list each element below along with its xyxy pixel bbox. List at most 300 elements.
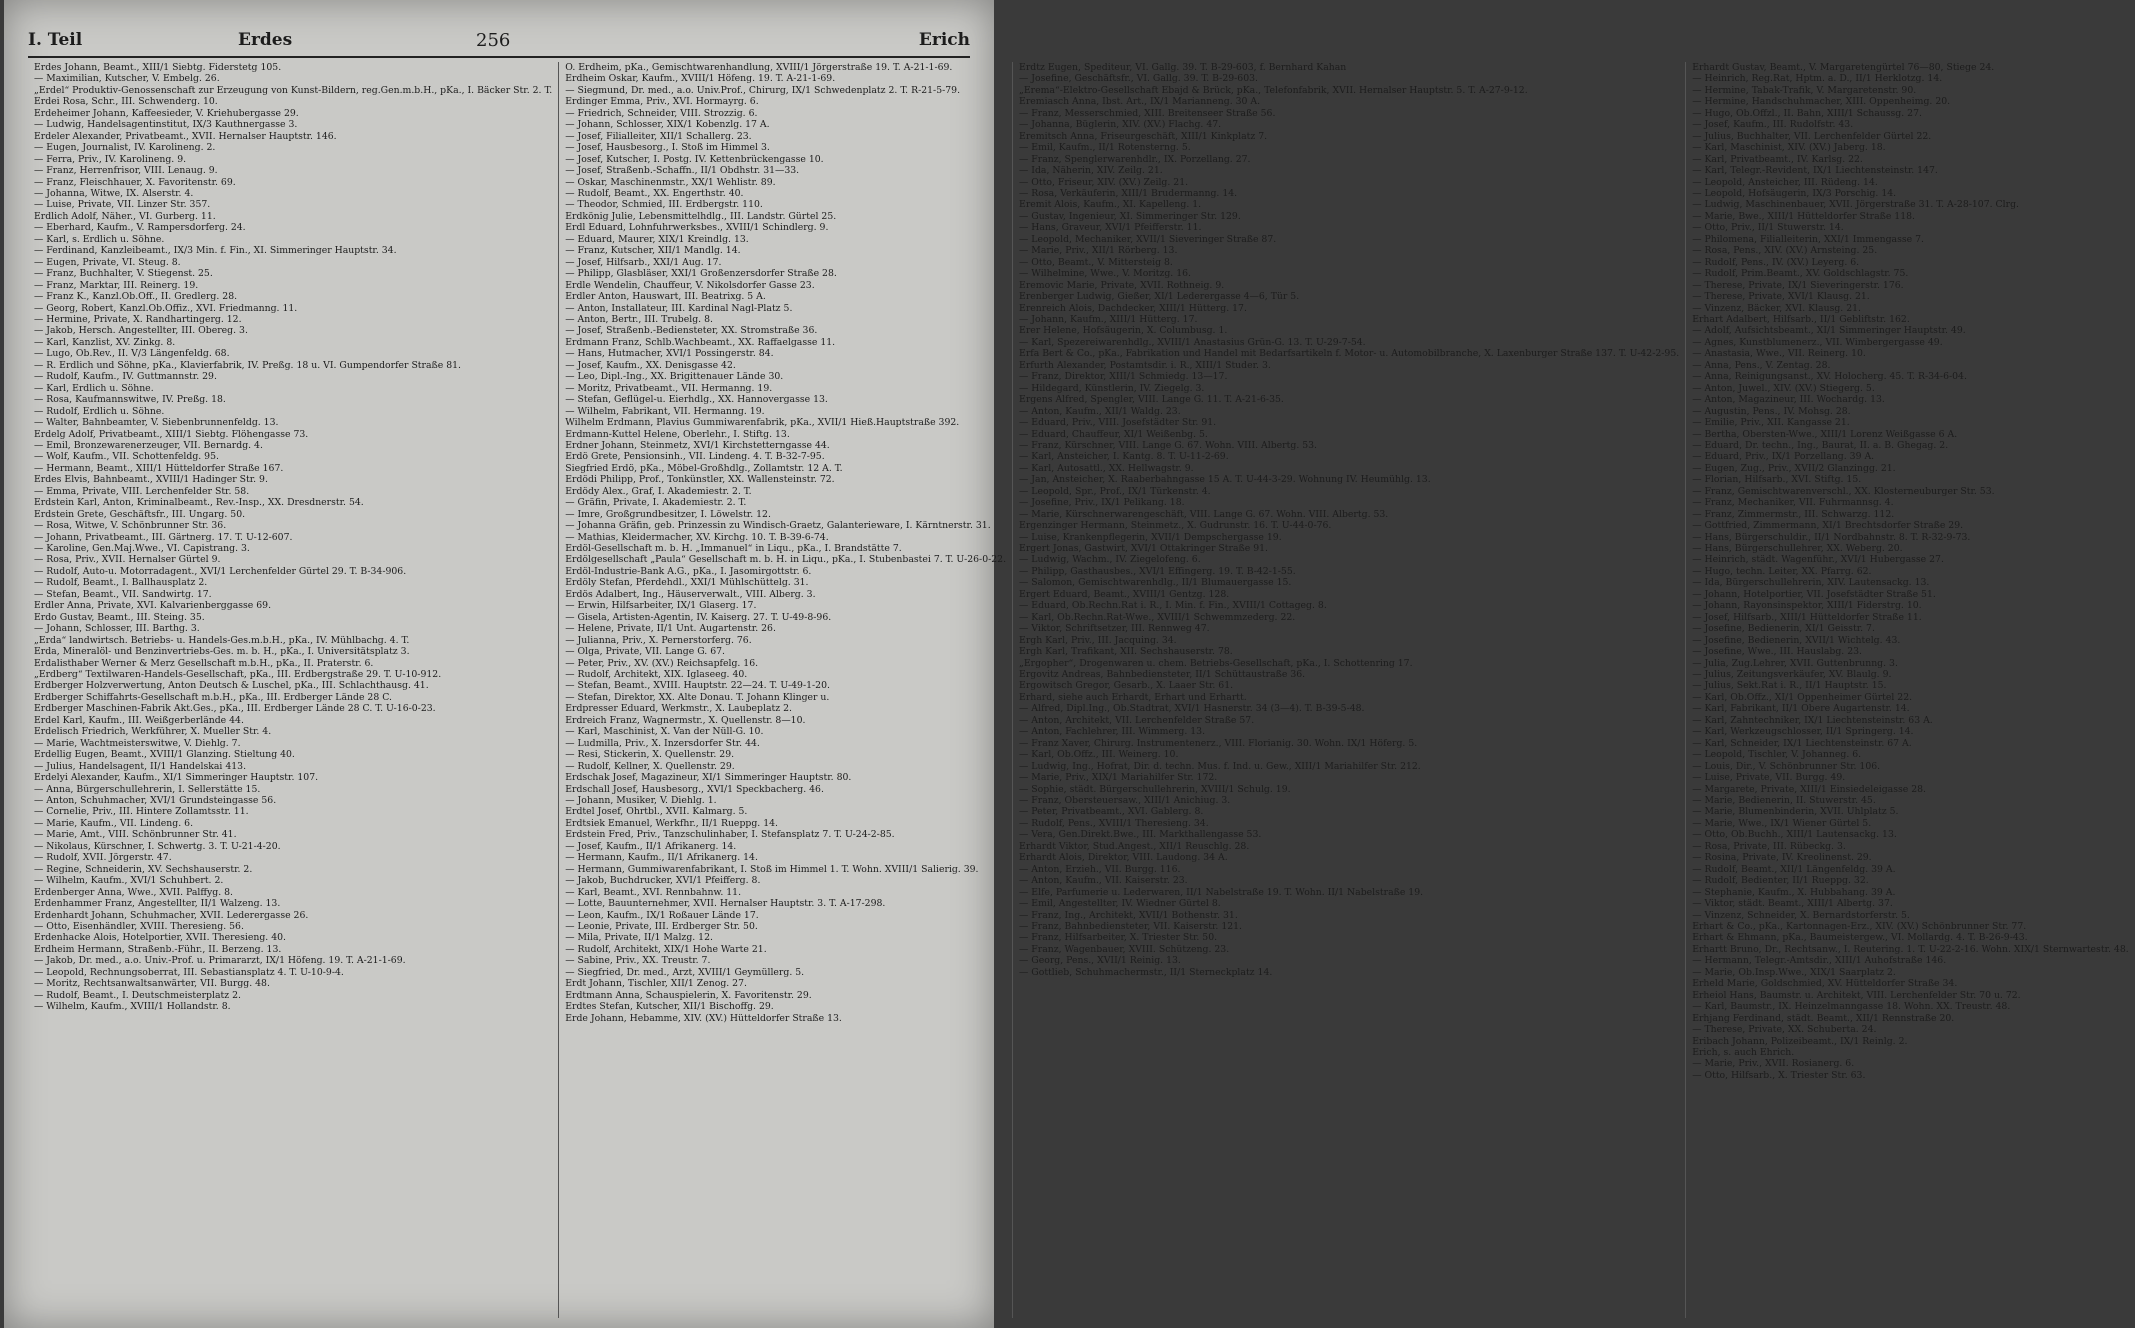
directory-entry: — Marie, Priv., XVII. Rosianerg. 6. xyxy=(1692,1058,1855,1070)
directory-entry: — Leopold, Tischler, V. Johanneg. 6. xyxy=(1692,749,1862,761)
directory-entry: — Imre, Großgrundbesitzer, I. Löwelstr. 12. xyxy=(565,508,771,520)
directory-entry: — Stefan, Direktor, XX. Alte Donau. T. Johann Klinger u. xyxy=(565,691,830,703)
directory-entry: — Alfred, Dipl.Ing., Ob.Stadtrat, XVI/1 Hasnerstr. 34 (3—4). T. B-39-5-48. xyxy=(1019,703,1365,715)
directory-entry: — Hermann, Beamt., XIII/1 Hütteldorfer Straße 167. xyxy=(34,462,284,474)
directory-entry: — Karl, Ob.Offz., XI/1 Oppenheimer Gürtel 22. xyxy=(1692,691,1913,703)
directory-entry: — Helene, Private, II/1 Unt. Augartenstr. 26. xyxy=(565,623,776,635)
directory-entry: — Karl, Spezereiwarenhdlg., XVIII/1 Anastasius Grün-G. 13. T. U-29-7-54. xyxy=(1019,336,1366,348)
directory-entry: — Ida, Näherin, XIV. Zeilg. 21. xyxy=(1019,165,1163,177)
directory-entry: — Hermine, Tabak-Trafik, V. Margaretenstr. 90. xyxy=(1692,84,1917,96)
directory-entry: — Agnes, Kunstblumenerz., VII. Wimbergergasse 49. xyxy=(1692,336,1943,348)
directory-entry: — Wilhelm, Kaufm., XVIII/1 Hollandstr. 8. xyxy=(34,1001,231,1013)
directory-entry: — Therese, Private, XVI/1 Klausg. 21. xyxy=(1692,291,1870,303)
directory-entry: — Moritz, Rechtsanwaltsanwärter, VII. Burgg. 48. xyxy=(34,978,270,990)
directory-entry: — Otto, Friseur, XIV. (XV.) Zeilg. 21. xyxy=(1019,176,1189,188)
directory-entry: — Otto, Beamt., V. Mittersteig 8. xyxy=(1019,256,1173,268)
directory-entry: — Anton, Juwel., XIV. (XV.) Stiegerg. 5. xyxy=(1692,382,1875,394)
directory-entry: Erdenhacke Alois, Hotelportier, XVII. Theresieng. 40. xyxy=(34,932,286,944)
directory-entry: — Franz, Marktar, III. Reinerg. 19. xyxy=(34,279,199,291)
directory-entry: — Erwin, Hilfsarbeiter, IX/1 Glaserg. 17. xyxy=(565,600,757,612)
directory-entry: — Eugen, Zug., Priv., XVII/2 Glanzingg. 21. xyxy=(1692,462,1896,474)
directory-entry: — Otto, Ob.Buchh., XIII/1 Lautensackg. 13. xyxy=(1692,829,1897,841)
directory-entry: Erdödy Alex., Graf, I. Akademiestr. 2. T. xyxy=(565,485,752,497)
directory-entry: Erdö Grete, Pensionsinh., VII. Lindeng. 4. T. B-32-7-95. xyxy=(565,451,825,463)
directory-entry: — Karl, Baumstr., IX. Heinzelmanngasse 18. Wohn. XX. Treustr. 48. xyxy=(1692,1001,2011,1013)
directory-entry: — Gottlieb, Schuhmachermstr., II/1 Sterneckplatz 14. xyxy=(1019,966,1273,978)
directory-entry: — Marie, Ob.Insp.Wwe., XIX/1 Saarplatz 2. xyxy=(1692,966,1896,978)
directory-entry: — Anna, Reinigungsanst., XV. Holocherg. 45. T. R-34-6-04. xyxy=(1692,371,1967,383)
directory-entry: Erdkönig Julie, Lebensmittelhdlg., III. Landstr. Gürtel 25. xyxy=(565,210,837,222)
directory-entry: — Ludwig, Wachm., IV. Ziegelofeng. 6. xyxy=(1019,554,1201,566)
directory-entry: Erdödi Philipp, Prof., Tonkünstler, XX. Wallensteinstr. 72. xyxy=(565,474,835,486)
directory-entry: — Rosa, Pens., XIV. (XV.) Arnsteing. 25. xyxy=(1692,245,1878,257)
directory-entry: „Erda“ landwirtsch. Betriebs- u. Handels-Ges.m.b.H., pKa., IV. Mühlbachg. 4. T. xyxy=(34,634,410,646)
directory-entry: — Rosina, Private, IV. Kreolinenst. 29. xyxy=(1692,852,1872,864)
directory-entry: Erhart & Co., pKa., Kartonnagen-Erz., XIV. (XV.) Schönbrunner Str. 77. xyxy=(1692,920,2027,932)
directory-entry: — Karoline, Gen.Maj.Wwe., VI. Capistrang. 3. xyxy=(34,543,250,555)
directory-entry: — Karl, s. Erdlich u. Söhne. xyxy=(34,233,165,245)
directory-entry: — Stefan, Geflügel-u. Eierhdlg., XX. Hannovergasse 13. xyxy=(565,394,828,406)
directory-entry: — Franz, Herrenfrisor, VIII. Lenaug. 9. xyxy=(34,165,218,177)
directory-entry: Erdmann-Kuttel Helene, Oberlehr., I. Stiftg. 13. xyxy=(565,428,790,440)
directory-entry: — Leon, Kaufm., IX/1 Roßauer Lände 17. xyxy=(565,909,759,921)
directory-entry: Erdelyi Alexander, Kaufm., XI/1 Simmeringer Hauptstr. 107. xyxy=(34,772,319,784)
directory-entry: — Eberhard, Kaufm., V. Rampersdorferg. 24. xyxy=(34,222,246,234)
directory-entry: — Luise, Private, VII. Linzer Str. 357. xyxy=(34,199,211,211)
directory-entry: — Josefine, Wwe., III. Hauslabg. 23. xyxy=(1692,646,1862,658)
directory-entry: — Ludwig, Ing., Hofrat, Dir. d. techn. Mus. f. Ind. u. Gew., XIII/1 Mariahilfer Str. 212. xyxy=(1019,760,1421,772)
directory-entry: — Anastasia, Wwe., VII. Reinerg. 10. xyxy=(1692,348,1866,360)
directory-entry: — Louis, Dir., V. Schönbrunner Str. 106. xyxy=(1692,760,1881,772)
directory-entry: — Jan, Ansteicher, X. Raaberbahngasse 15 A. T. U-44-3-29. Wohnung IV. Heumühlg. 13. xyxy=(1019,474,1431,486)
directory-entry: — Johann, Rayonsinspektor, XIII/1 Fiderstrg. 10. xyxy=(1692,600,1922,612)
directory-entry: — Franz, Kutscher, XII/1 Mandlg. 14. xyxy=(565,245,741,257)
directory-entry: Eremitsch Anna, Friseurgeschäft, XIII/1 Kinkplatz 7. xyxy=(1019,130,1268,142)
directory-entry: — Hugo, Ob.Offzl., II. Bahn, XIII/1 Schaussg. 27. xyxy=(1692,107,1922,119)
directory-entry: — Franz, Ing., Architekt, XVII/1 Bothenstr. 31. xyxy=(1019,909,1238,921)
directory-entry: — Hermann, Gummiwarenfabrikant, I. Stoß im Himmel 1. T. Wohn. XVIII/1 Salierig. 39. xyxy=(565,863,979,875)
directory-entry: — Wilhelm, Kaufm., XVI/1 Schuhbert. 2. xyxy=(34,875,224,887)
directory-entry: — Viktor, Schriftsetzer, III. Rennweg 47. xyxy=(1019,623,1210,635)
directory-entry: — Franz, Zimmermstr., III. Schwarzg. 112. xyxy=(1692,508,1895,520)
directory-entry: — Emma, Private, VIII. Lerchenfelder Str. 58. xyxy=(34,485,250,497)
directory-entry: Erdheim Oskar, Kaufm., XVIII/1 Höfeng. 19. T. A-21-1-69. xyxy=(565,73,836,85)
directory-entry: — Ferdinand, Kanzleibeamt., IX/3 Min. f. Fin., XI. Simmeringer Hauptstr. 34. xyxy=(34,245,397,257)
directory-entry: Erdstein Grete, Geschäftsfr., III. Ungarg. 50. xyxy=(34,508,246,520)
directory-entry: — Rudolf, Prim.Beamt., XV. Goldschlagstr. 75. xyxy=(1692,268,1909,280)
directory-entry: — Marie, Kürschnerwarengeschäft, VIII. Lange G. 67. Wohn. VIII. Albertg. 53. xyxy=(1019,508,1389,520)
directory-entry: Wilhelm Erdmann, Plavius Gummiwarenfabrik, pKa., XVII/1 Hieß.Hauptstraße 392. xyxy=(565,417,960,429)
directory-entry: — Franz, Messerschmied, XIII. Breitenseer Straße 56. xyxy=(1019,107,1276,119)
directory-entry: — Josef, Hilfsarb., XIII/1 Hütteldorfer Straße 11. xyxy=(1692,611,1922,623)
directory-entry: Erdei Rosa, Schr., III. Schwenderg. 10. xyxy=(34,96,218,108)
directory-entry: O. Erdheim, pKa., Gemischtwarenhandlung, XVIII/1 Jörgerstraße 19. T. A-21-1-69. xyxy=(565,62,953,73)
header-rule xyxy=(28,56,970,58)
directory-entry: Erheld Marie, Goldschmied, XV. Hütteldorfer Straße 34. xyxy=(1692,978,1958,990)
directory-entry: — Josef, Hausbesorg., I. Stoß im Himmel 3. xyxy=(565,142,770,154)
first-entry-word: Erdes xyxy=(238,30,293,50)
directory-entry: — Franz, Direktor, XIII/1 Schmiedg. 13—17. xyxy=(1019,371,1228,383)
directory-entry: Erdeler Alexander, Privatbeamt., XVII. Hernalser Hauptstr. 146. xyxy=(34,130,337,142)
directory-entry: — Peter, Priv., XV. (XV.) Reichsapfelg. 16. xyxy=(565,657,759,669)
directory-entry: Erhardt Viktor, Stud.Angest., XII/1 Reuschlg. 28. xyxy=(1019,840,1250,852)
directory-entry: Erdberger Schiffahrts-Gesellschaft m.b.H., pKa., III. Erdberger Lände 28 C. xyxy=(34,691,392,703)
directory-entry: — Otto, Hilfsarb., X. Triester Str. 63. xyxy=(1692,1069,1866,1081)
directory-entry: — Margarete, Private, XIII/1 Einsiedeleigasse 28. xyxy=(1692,783,1926,795)
directory-entry: — Franz, Spenglerwarenhdlr., IX. Porzellang. 27. xyxy=(1019,153,1251,165)
directory-entry: — Franz, Mechaniker, VII. Fuhrmannsg. 4. xyxy=(1692,497,1894,509)
directory-entry: Ergowitsch Gregor, Gesarb., X. Laaer Str. 61. xyxy=(1019,680,1234,692)
directory-entry: — Peter, Privatbeamt., XVI. Gablerg. 8. xyxy=(1019,806,1204,818)
directory-entry: Erdöly Stefan, Pferdehdl., XXI/1 Mühlschüttelg. 31. xyxy=(565,577,809,589)
last-entry-word: Erich xyxy=(918,30,970,50)
directory-entry: — Georg, Robert, Kanzl.Ob.Offiz., XVI. Friedmanng. 11. xyxy=(34,302,298,314)
directory-entry: — Eduard, Maurer, XIX/1 Kreindlg. 13. xyxy=(565,233,749,245)
directory-entry: — Wilhelm, Fabrikant, VII. Hermanng. 19. xyxy=(565,405,765,417)
directory-entry: Erdtz Eugen, Spediteur, VI. Gallg. 39. T. B-29-603, f. Bernhard Kahan xyxy=(1019,62,1347,73)
directory-entry: — Josef, Kaufm., II/1 Afrikanerg. 14. xyxy=(565,840,737,852)
directory-entry: — Hans, Graveur, XVI/1 Pfeifferstr. 11. xyxy=(1019,222,1202,234)
directory-entry: — Karl, Ansteicher, I. Kantg. 8. T. U-11-2-69. xyxy=(1019,451,1229,463)
directory-entry: — Julius, Zeitungsverkäufer, XV. Blaulg. 9. xyxy=(1692,669,1892,681)
directory-entry: — Johann, Schlosser, XIX/1 Kobenzlg. 17 A. xyxy=(565,119,770,131)
directory-entry: — Franz, Bahnbediensteter, VII. Kaiserstr. 121. xyxy=(1019,920,1243,932)
directory-entry: — Josef, Kaufm., XX. Denisgasse 42. xyxy=(565,359,736,371)
directory-entry: — Elfe, Parfumerie u. Lederwaren, II/1 Nabelstraße 19. T. Wohn. II/1 Nabelstraße 19. xyxy=(1019,886,1424,898)
column-2 xyxy=(559,62,1013,1318)
directory-entry: — Mila, Private, II/1 Malzg. 12. xyxy=(565,932,713,944)
directory-entry: — Leopold, Ansteicher, III. Rüdeng. 14. xyxy=(1692,176,1878,188)
directory-entry: Erdös Adalbert, Ing., Häuserverwalt., VIII. Alberg. 3. xyxy=(565,588,816,600)
directory-entry: Eribach Johann, Polizeibeamt., IX/1 Reinlg. 2. xyxy=(1692,1035,1908,1047)
directory-entry: — Jakob, Hersch. Angestellter, III. Obereg. 3. xyxy=(34,325,248,337)
directory-entry: — Franz, Obersteuersaw., XIII/1 Anichiug. 3. xyxy=(1019,795,1231,806)
directory-entry: — Rudolf, Architekt, XIX/1 Hohe Warte 21. xyxy=(565,943,767,955)
directory-entry: — Josef, Kaufm., III. Rudolfstr. 43. xyxy=(1692,119,1854,131)
directory-entry: — Rudolf, Beamt., XII/1 Längenfeldg. 39 A. xyxy=(1692,863,1896,875)
directory-entry: — Vinzenz, Bäcker, XVI. Klausg. 21. xyxy=(1692,302,1861,314)
directory-entry: — Gräfin, Private, I. Akademiestr. 2. T. xyxy=(565,497,747,509)
directory-entry: „Erema“-Elektro-Gesellschaft Ebajd & Brück, pKa., Telefonfabrik, XVII. Hernalser Hauptstr. 5. T. A-27-9-12. xyxy=(1019,84,1528,96)
directory-entry: — Philipp, Gasthausbes., XVI/1 Effingerg. 19. T. B-42-1-55. xyxy=(1019,565,1296,577)
directory-entry: Erdstein Karl, Anton, Kriminalbeamt., Rev.-Insp., XX. Dresdnerstr. 54. xyxy=(34,497,364,509)
directory-entry: „Erdel“ Produktiv-Genossenschaft zur Erzeugung von Kunst-Bildern, reg.Gen.m.b.H., pKa., I. Bäcker Str. 2. T. xyxy=(34,84,553,96)
directory-entry: — Anna, Pens., V. Zentag. 28. xyxy=(1692,359,1831,371)
directory-entry: Erdinger Emma, Priv., XVI. Hormayrg. 6. xyxy=(565,96,759,108)
directory-entry: — Hermann, Kaufm., II/1 Afrikanerg. 14. xyxy=(565,852,758,864)
directory-entry: Ergens Alfred, Spengler, VIII. Lange G. 11. T. A-21-6-35. xyxy=(1019,394,1284,406)
directory-entry: — Josefine, Bedienerin, XVII/1 Wichtelg. 43. xyxy=(1692,634,1901,646)
directory-entry: — Anton, Magazineur, III. Wochardg. 13. xyxy=(1692,394,1885,406)
directory-entry: — Rudolf, Architekt, XIX. Iglaseeg. 40. xyxy=(565,669,748,681)
directory-entry: — Adolf, Aufsichtsbeamt., XI/1 Simmeringer Hauptstr. 49. xyxy=(1692,325,1966,337)
directory-entry: — Karl, Privatbeamt., IV. Karlsg. 22. xyxy=(1692,153,1863,165)
directory-entry: — Rudolf, Pens., IV. (XV.) Leyerg. 6. xyxy=(1692,256,1860,268)
directory-entry: Erdberger Maschinen-Fabrik Akt.Ges., pKa., III. Erdberger Lände 28 C. T. U-16-0-23. xyxy=(34,703,436,715)
directory-entry: Eremiasch Anna, Ibst. Art., IX/1 Marianneng. 30 A. xyxy=(1019,96,1261,108)
directory-entry: — Julius, Handelsagent, II/1 Handelskai 413. xyxy=(34,760,247,772)
directory-entry: Ergert Eduard, Beamt., XVIII/1 Gentzg. 128. xyxy=(1019,588,1230,600)
directory-entry: Erhardt Alois, Direktor, VIII. Laudong. 34 A. xyxy=(1019,852,1228,864)
directory-entry: — Gisela, Artisten-Agentin, IV. Kaiserg. 27. T. U-49-8-96. xyxy=(565,611,832,623)
directory-entry: Erdtel Josef, Ohrtbl., XVII. Kalmarg. 5. xyxy=(565,806,748,818)
directory-entry: Erhardt Gustav, Beamt., V. Margaretengürtel 76—80, Stiege 24. xyxy=(1692,62,1995,73)
directory-entry: — Hermann, Telegr.-Amtsdir., XIII/1 Auhofstraße 146. xyxy=(1692,955,1947,967)
directory-entry: Erdenberger Anna, Wwe., XVII. Palffyg. 8. xyxy=(34,886,233,898)
directory-entry: — Sabine, Priv., XX. Treustr. 7. xyxy=(565,955,711,967)
directory-entry: — Hermine, Handschuhmacher, XIII. Oppenheimg. 20. xyxy=(1692,96,1951,108)
directory-entry: — Mathias, Kleidermacher, XV. Kirchg. 10. T. B-39-6-74. xyxy=(565,531,829,543)
directory-entry: — Marie, Priv., XIX/1 Mariahilfer Str. 172. xyxy=(1019,772,1218,784)
directory-entry: Ergh Karl, Priv., III. Jacquing. 34. xyxy=(1019,634,1177,646)
directory-entry: — Rudolf, Beamt., XX. Engerthstr. 40. xyxy=(565,187,744,199)
directory-entry: — Rudolf, Kaufm., IV. Guttmannstr. 29. xyxy=(34,371,217,383)
directory-entry: Erfa Bert & Co., pKa., Fabrikation und Handel mit Bedarfsartikeln f. Motor- u. Automobilbranche, X. Laxenburger Straße 137. T. U-42-2-95. xyxy=(1019,348,1680,360)
directory-entry: — Rudolf, Pens., XVIII/1 Theresieng. 34. xyxy=(1019,817,1209,829)
directory-entry: — Karl, Werkzeugschlosser, II/1 Springerg. 14. xyxy=(1692,726,1914,738)
directory-entry: — Julia, Zug.Lehrer, XVII. Guttenbrunng. 3. xyxy=(1692,657,1898,669)
directory-entry: — Johann, Kaufm., XIII/1 Hütterg. 17. xyxy=(1019,313,1198,325)
directory-entry: — Ludwig, Maschinenbauer, XVII. Jörgerstraße 31. T. A-28-107. Clrg. xyxy=(1692,199,2019,211)
directory-entry: Ergovitz Andreas, Bahnbediensteter, II/1 Schüttaustraße 36. xyxy=(1019,669,1306,681)
directory-entry: „Ergopher“, Drogenwaren u. chem. Betriebs-Gesellschaft, pKa., I. Schottenring 17. xyxy=(1019,657,1413,669)
directory-entry: — Eugen, Private, VI. Steug. 8. xyxy=(34,256,181,268)
directory-entry: — Vera, Gen.Direkt.Bwe., III. Markthallengasse 53. xyxy=(1019,829,1262,841)
directory-entry: Erhart & Ehmann, pKa., Baumeistergew., VI. Mollardg. 4. T. B-26-9-43. xyxy=(1692,932,2028,944)
directory-entry: — Emil, Angestellter, IV. Wiedner Gürtel 8. xyxy=(1019,898,1221,910)
directory-entry: — Franz, Gemischtwarenverschl., XX. Klosterneuburger Str. 53. xyxy=(1692,485,1995,497)
directory-entry: — Walter, Bahnbeamter, V. Siebenbrunnenfeldg. 13. xyxy=(34,417,279,429)
directory-entry: Erdtmann Anna, Schauspielerin, X. Favoritenstr. 29. xyxy=(565,989,812,1001)
directory-entry: — Rosa, Witwe, V. Schönbrunner Str. 36. xyxy=(34,520,227,532)
directory-entry: — Rosa, Kaufmannswitwe, IV. Preßg. 18. xyxy=(34,394,226,406)
directory-entry: — Georg, Pens., XVII/1 Reinig. 13. xyxy=(1019,955,1181,967)
directory-entry: — Olga, Private, VII. Lange G. 67. xyxy=(565,646,725,658)
directory-entry: Erdberger Holzverwertung, Anton Deutsch & Luschel, pKa., III. Schlachthausg. 41. xyxy=(34,680,429,692)
directory-entry: — Leopold, Rechnungsoberrat, III. Sebastiansplatz 4. T. U-10-9-4. xyxy=(34,966,344,978)
directory-entry: Erer Helene, Hofsäugerin, X. Columbusg. 1. xyxy=(1019,325,1228,337)
directory-entry: — Julianna, Priv., X. Pernerstorferg. 76. xyxy=(565,634,752,646)
directory-entry: — Philipp, Glasbläser, XXI/1 Großenzersdorfer Straße 28. xyxy=(565,268,837,280)
directory-entry: — Hermine, Private, X. Randhartingerg. 12. xyxy=(34,313,242,325)
entry-columns xyxy=(28,62,2129,1318)
directory-entry: — Anton, Fachlehrer, III. Wimmerg. 13. xyxy=(1019,726,1206,738)
directory-entry: Erdler Anna, Private, XVI. Kalvarienberggasse 69. xyxy=(34,600,272,612)
directory-entry: — Marie, Blumenbinderin, XVII. Uhlplatz 5. xyxy=(1692,806,1899,818)
column-4 xyxy=(1686,62,2134,1318)
directory-entry: — Jakob, Dr. med., a.o. Univ.-Prof. u. Primararzt, IX/1 Höfeng. 19. T. A-21-1-69. xyxy=(34,955,406,967)
directory-entry: — Regine, Schneiderin, XV. Sechshauserstr. 2. xyxy=(34,863,253,875)
directory-entry: — Otto, Priv., II/1 Stuwerstr. 14. xyxy=(1692,222,1844,234)
directory-entry: Erdl Eduard, Lohnfuhrwerksbes., XVIII/1 Schindlerg. 9. xyxy=(565,222,829,234)
directory-entry: — Karl, Erdlich u. Söhne. xyxy=(34,382,154,394)
directory-entry: — Julius, Buchhalter, VII. Lerchenfelder Gürtel 22. xyxy=(1692,130,1932,142)
directory-entry: — Josefine, Bedienerin, XI/1 Geisstr. 7. xyxy=(1692,623,1875,635)
directory-entry: Erdöl-Gesellschaft m. b. H. „Immanuel“ in Liqu., pKa., I. Brandstätte 7. xyxy=(565,543,902,555)
directory-entry: — Heinrich, Reg.Rat, Hptm. a. D., II/1 Herklotzg. 14. xyxy=(1692,73,1943,85)
directory-entry: — Josef, Straßenb.-Bediensteter, XX. Stromstraße 36. xyxy=(565,325,818,337)
directory-entry: — Therese, Private, XX. Schuberta. 24. xyxy=(1692,1024,1877,1036)
directory-entry: — Ferra, Priv., IV. Karolineng. 9. xyxy=(34,153,187,165)
directory-entry: — Nikolaus, Kürschner, I. Schwertg. 3. T. U-21-4-20. xyxy=(34,840,281,852)
directory-entry: Erdle Wendelin, Chauffeur, V. Nikolsdorfer Gasse 23. xyxy=(565,279,815,291)
directory-entry: — Karl, Maschinist, XIV. (XV.) Jaberg. 18. xyxy=(1692,142,1886,154)
directory-entry: — Bertha, Obersten-Wwe., XIII/1 Lorenz Weißgasse 6 A. xyxy=(1692,428,1958,440)
directory-entry: — Wilhelmine, Wwe., V. Moritzg. 16. xyxy=(1019,268,1191,280)
directory-entry: — Eduard, Ob.Rechn.Rat i. R., I. Min. f. Fin., XVIII/1 Cottageg. 8. xyxy=(1019,600,1327,612)
directory-entry: — Friedrich, Schneider, VIII. Strozzig. 6. xyxy=(565,107,758,119)
directory-entry: — Karl, Telegr.-Revident, IX/1 Liechtensteinstr. 147. xyxy=(1692,165,1938,177)
directory-entry: — Ida, Bürgerschullehrerin, XIV. Lautensackg. 13. xyxy=(1692,577,1930,589)
directory-entry: — Hildegard, Künstlerin, IV. Ziegelg. 3. xyxy=(1019,382,1205,394)
directory-entry: — Eugen, Journalist, IV. Karolineng. 2. xyxy=(34,142,216,154)
directory-entry: Erfurth Alexander, Postamtsdir. i. R., XIII/1 Studer. 3. xyxy=(1019,359,1271,371)
directory-entry: Erhartt Bruno, Dr., Rechtsanw., I. Reutering. 1. T. U-22-2-16. Wohn. XIX/1 Sternwartestr. 48. xyxy=(1692,943,2129,955)
directory-entry: — Theodor, Schmied, III. Erdbergstr. 110. xyxy=(565,199,763,211)
directory-entry: — Karl, Ob.Rechn.Rat-Wwe., XVIII/1 Schwemmzederg. 22. xyxy=(1019,611,1296,623)
directory-entry: Erdeheimer Johann, Kaffeesieder, V. Kriehubergasse 29. xyxy=(34,107,299,119)
directory-entry: — Hans, Bürgerschuldir., II/1 Nordbahnstr. 8. T. R-32-9-73. xyxy=(1692,531,1971,543)
directory-entry: — Johann, Schlosser, III. Barthg. 3. xyxy=(34,623,200,635)
directory-entry: — Franz, Kürschner, VIII. Lange G. 67. Wohn. VIII. Albertg. 53. xyxy=(1019,439,1318,451)
directory-entry: — Florian, Hilfsarb., XVI. Stiftg. 15. xyxy=(1692,474,1862,486)
directory-entry: — Johann, Privatbeamt., III. Gärtnerg. 17. T. U-12-607. xyxy=(34,531,293,543)
directory-entry: — Eduard, Priv., IX/1 Porzellang. 39 A. xyxy=(1692,451,1875,463)
directory-entry: — Anton, Architekt, VII. Lerchenfelder Straße 57. xyxy=(1019,714,1255,726)
column-1 xyxy=(28,62,559,1318)
directory-entry: Erdtes Stefan, Kutscher, XII/1 Bischoffg. 29. xyxy=(565,1001,774,1013)
directory-entry: — Leonie, Private, III. Erdberger Str. 50. xyxy=(565,920,758,932)
directory-entry: — Leopold, Hofsäugerin, IX/3 Porschig. 14. xyxy=(1692,187,1897,199)
directory-entry: Erdenhammer Franz, Angestellter, II/1 Walzeng. 13. xyxy=(34,898,281,910)
directory-entry: Erdmann Franz, Schlb.Wachbeamt., XX. Raffaelgasse 11. xyxy=(565,336,836,348)
directory-entry: — Rudolf, Beamt., I. Deutschmeisterplatz 2. xyxy=(34,989,241,1001)
directory-entry: Erenreich Alois, Dachdecker, XIII/1 Hütterg. 17. xyxy=(1019,302,1247,314)
directory-entry: — Anton, Installateur, III. Kardinal Nagl-Platz 5. xyxy=(565,302,793,314)
directory-entry: — Salomon, Gemischtwarenhdlg., II/1 Blumauergasse 15. xyxy=(1019,577,1292,589)
directory-entry: — Johanna, Witwe, IX. Alserstr. 4. xyxy=(34,187,194,199)
directory-entry: — Franz Xaver, Chirurg. Instrumentenerz., VIII. Florianig. 30. Wohn. IX/1 Höferg. 5. xyxy=(1019,737,1418,749)
directory-entry: Erdellig Eugen, Beamt., XVIII/1 Glanzing. Stieltung 40. xyxy=(34,749,295,761)
directory-entry: Siegfried Erdö, pKa., Möbel-Großhdlg., Zollamtstr. 12 A. T. xyxy=(565,462,843,474)
directory-entry: — Emilie, Priv., XII. Kangasse 21. xyxy=(1692,417,1850,429)
directory-entry: — Anton, Schuhmacher, XVI/1 Grundsteingasse 56. xyxy=(34,795,277,806)
directory-entry: Ergenzinger Hermann, Steinmetz., X. Gudrunstr. 16. T. U-44-0-76. xyxy=(1019,520,1332,532)
directory-entry: Erdlich Adolf, Näher., VI. Gurberg. 11. xyxy=(34,210,216,222)
directory-entry: — Eduard, Dr. techn., Ing., Baurat, II. a. B. Ghegag. 2. xyxy=(1692,439,1949,451)
directory-entry: — Sophie, städt. Bürgerschullehrerin, XVIII/1 Schulg. 19. xyxy=(1019,783,1291,795)
directory-entry: — R. Erdlich und Söhne, pKa., Klavierfabrik, IV. Preßg. 18 u. VI. Gumpendorfer Straße 81. xyxy=(34,359,461,371)
directory-entry: — Josefine, Priv., IX/1 Pelikang. 18. xyxy=(1019,497,1185,509)
directory-entry: Erde Johann, Hebamme, XIV. (XV.) Hütteldorfer Straße 13. xyxy=(565,1012,842,1024)
directory-entry: — Johann, Musiker, V. Diehlg. 1. xyxy=(565,795,717,806)
directory-entry: — Anton, Bertr., III. Trubelg. 8. xyxy=(565,313,713,325)
directory-entry: Erenberger Ludwig, Gießer, XI/1 Lederergasse 4—6, Tür 5. xyxy=(1019,291,1300,303)
directory-entry: Eremit Alois, Kaufm., XI. Kapelleng. 1. xyxy=(1019,199,1202,211)
directory-entry: — Philomena, Filialleiterin, XXI/1 Immengasse 7. xyxy=(1692,233,1924,245)
running-header xyxy=(28,30,970,52)
directory-entry: Erhjang Ferdinand, städt. Beamt., XII/1 Rennstraße 20. xyxy=(1692,1012,1955,1024)
directory-entry: — Rosa, Priv., XVII. Hernalser Gürtel 9. xyxy=(34,554,221,566)
directory-entry: — Siegfried, Dr. med., Arzt, XVIII/1 Geymüllerg. 5. xyxy=(565,966,805,978)
directory-entry: — Augustin, Pens., IV. Mohsg. 28. xyxy=(1692,405,1851,417)
directory-entry: Erich, s. auch Ehrich. xyxy=(1692,1046,1795,1058)
directory-entry: — Johann, Hotelportier, VII. Josefstädter Straße 51. xyxy=(1692,588,1936,600)
directory-entry: — Eduard, Priv., VIII. Josefstädter Str. 91. xyxy=(1019,417,1217,429)
directory-entry: — Vinzenz, Schneider, X. Bernardstorferstr. 5. xyxy=(1692,909,1910,921)
directory-entry: „Erdberg“ Textilwaren-Handels-Gesellschaft, pKa., III. Erdbergstraße 29. T. U-10-912. xyxy=(34,669,442,681)
directory-entry: — Gustav, Ingenieur, XI. Simmeringer Str. 129. xyxy=(1019,210,1241,222)
directory-entry: Erdner Johann, Steinmetz, XVI/1 Kirchstetterngasse 44. xyxy=(565,439,830,451)
directory-entry: — Otto, Eisenhändler, XVIII. Theresieng. 56. xyxy=(34,920,244,932)
directory-entry: — Hans, Bürgerschullehrer, XX. Weberg. 20. xyxy=(1692,543,1903,555)
directory-entry: Erdo Gustav, Beamt., III. Steing. 35. xyxy=(34,611,205,623)
directory-entry: Erdöl-Industrie-Bank A.G., pKa., I. Jasomirgottstr. 6. xyxy=(565,565,812,577)
directory-entry: — Stefan, Beamt., VII. Sandwirtg. 17. xyxy=(34,588,212,600)
directory-entry: — Karl, Ob.Offz., III. Weinerg. 10. xyxy=(1019,749,1179,761)
directory-entry: — Eduard, Chauffeur, XI/1 Weißenbg. 5. xyxy=(1019,428,1208,440)
directory-entry: — Josef, Straßenb.-Schaffn., II/1 Obdhstr. 31—33. xyxy=(565,165,800,177)
directory-entry: — Hans, Hutmacher, XVI/1 Possingerstr. 84. xyxy=(565,348,774,360)
directory-entry: — Leo, Dipl.-Ing., XX. Brigittenauer Lände 30. xyxy=(565,371,784,383)
directory-entry: — Siegmund, Dr. med., a.o. Univ.Prof., Chirurg, IX/1 Schwedenplatz 2. T. R-21-5-79. xyxy=(565,84,961,96)
directory-entry: — Marie, Wwe., IX/1 Wiener Gürtel 5. xyxy=(1692,817,1872,829)
directory-entry: — Ludwig, Handelsagentinstitut, IX/3 Kauthnergasse 3. xyxy=(34,119,298,131)
directory-entry: — Marie, Bwe., XIII/1 Hütteldorfer Straße 118. xyxy=(1692,210,1915,222)
directory-entry: Erdschak Josef, Magazineur, XI/1 Simmeringer Hauptstr. 80. xyxy=(565,772,852,784)
directory-entry: Erdt Johann, Tischler, XII/1 Zenog. 27. xyxy=(565,978,747,990)
directory-entry: — Rudolf, Beamt., I. Ballhausplatz 2. xyxy=(34,577,208,589)
directory-entry: — Karl, Beamt., XVI. Rennbahnw. 11. xyxy=(565,886,742,898)
directory-entry: — Resi, Stickerin, X. Quellenstr. 29. xyxy=(565,749,735,761)
directory-entry: — Lugo, Ob.Rev., II. V/3 Längenfeldg. 68. xyxy=(34,348,230,360)
directory-entry: — Ludmilla, Priv., X. Inzersdorfer Str. 44. xyxy=(565,737,760,749)
directory-entry: — Franz, Hilfsarbeiter, X. Triester Str. 50. xyxy=(1019,932,1218,944)
part-label: I. Teil xyxy=(28,30,83,50)
directory-entry: — Wolf, Kaufm., VII. Schottenfeldg. 95. xyxy=(34,451,219,463)
directory-entry: — Jakob, Buchdrucker, XVI/1 Pfeifferg. 8. xyxy=(565,875,761,887)
directory-entry: Erdtsiek Emanuel, Werkfhr., II/1 Rueppg. 14. xyxy=(565,817,778,829)
directory-entry: — Cornelie, Priv., III. Hintere Zollamtsstr. 11. xyxy=(34,806,249,818)
directory-entry: — Hugo, techn. Leiter, XX. Pfarrg. 62. xyxy=(1692,565,1872,577)
directory-entry: — Leopold, Spr., Prof., IX/1 Türkenstr. 4. xyxy=(1019,485,1211,497)
directory-entry: — Leopold, Mechaniker, XVII/1 Sieveringer Straße 87. xyxy=(1019,233,1277,245)
directory-entry: — Josef, Filialleiter, XII/1 Schallerg. 23. xyxy=(565,130,752,142)
directory-entry: Erdpresser Eduard, Werkmstr., X. Laubeplatz 2. xyxy=(565,703,792,715)
directory-entry: — Franz K., Kanzl.Ob.Off., II. Gredlerg. 28. xyxy=(34,291,238,303)
directory-entry: Erdstein Fred, Priv., Tanzschulinhaber, I. Stefansplatz 7. T. U-24-2-85. xyxy=(565,829,895,841)
directory-entry: — Karl, Kanzlist, XV. Zinkg. 8. xyxy=(34,336,176,348)
directory-entry: — Rudolf, Bedienter, II/1 Rueppg. 32. xyxy=(1692,875,1869,887)
directory-entry: Erdheim Hermann, Straßenb.-Führ., II. Berzeng. 13. xyxy=(34,943,282,955)
directory-entry: Erdreich Franz, Wagnermstr., X. Quellenstr. 8—10. xyxy=(565,714,806,726)
directory-entry: Erdelisch Friedrich, Werkführer, X. Mueller Str. 4. xyxy=(34,726,272,738)
directory-entry: Erdel Karl, Kaufm., III. Weißgerberlände 44. xyxy=(34,714,244,726)
directory-entry: — Franz, Wagenbauer, XVIII. Schützeng. 23. xyxy=(1019,943,1230,955)
directory-entry: Erdler Anton, Hauswart, III. Beatrixg. 5 A. xyxy=(565,291,766,303)
directory-entry: — Marie, Priv., XII/1 Rörberg. 13. xyxy=(1019,245,1178,257)
directory-entry: — Emil, Kaufm., II/1 Rotensterng. 5. xyxy=(1019,142,1191,154)
directory-entry: Erhard, siehe auch Erhardt, Erhart und Erhartt. xyxy=(1019,691,1247,703)
directory-entry: — Rudolf, Erdlich u. Söhne. xyxy=(34,405,165,417)
directory-entry: — Josefine, Geschäftsfr., VI. Gallg. 39. T. B-29-603. xyxy=(1019,73,1258,85)
directory-page xyxy=(4,0,2129,1328)
directory-entry: — Karl, Maschinist, X. Van der Nüll-G. 10. xyxy=(565,726,764,738)
directory-entry: — Marie, Bedienerin, II. Stuwerstr. 45. xyxy=(1692,795,1876,806)
directory-entry: Ergh Karl, Trafikant, XII. Sechshauserstr. 78. xyxy=(1019,646,1233,658)
directory-entry: — Lotte, Bauunternehmer, XVII. Hernalser Hauptstr. 3. T. A-17-298. xyxy=(565,898,886,910)
directory-entry: Erdelg Adolf, Privatbeamt., XIII/1 Siebtg. Flöhengasse 73. xyxy=(34,428,309,440)
